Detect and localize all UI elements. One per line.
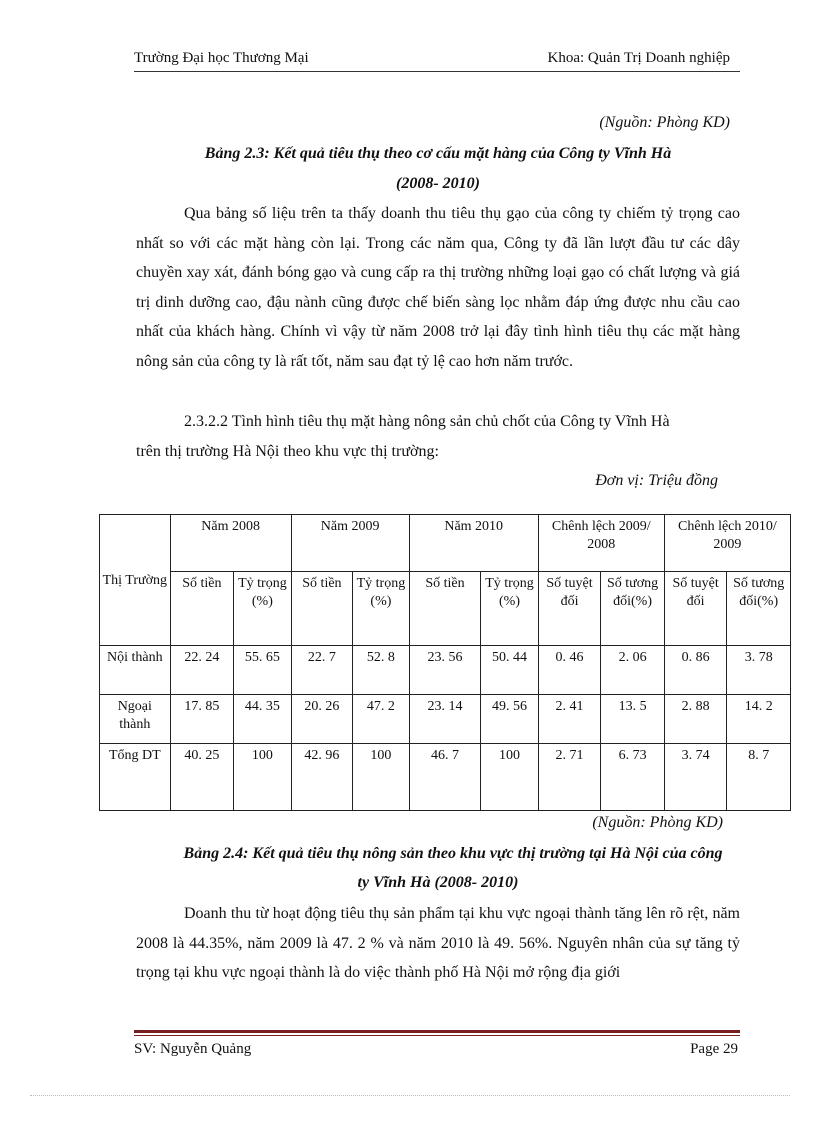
- table-row: [100, 695, 791, 744]
- header-rule: [134, 71, 740, 72]
- source-note-bottom: (Nguồn: Phòng KD): [592, 814, 723, 831]
- corner-header: Thị Trường: [100, 515, 171, 646]
- table-row: [100, 744, 791, 811]
- table-cell: 2. 71: [538, 744, 601, 811]
- header-faculty: Khoa: Quản Trị Doanh nghiệp: [547, 50, 730, 66]
- header-school: Trường Đại học Thương Mại: [134, 50, 309, 66]
- subheader: Số tuyệt đối: [538, 572, 601, 646]
- table-cell: 2. 06: [601, 646, 665, 695]
- table-cell: 2. 88: [664, 695, 727, 744]
- paragraph-text: Qua bảng số liệu trên ta thấy doanh thu tiêu thụ gạo của công ty chiếm tỷ trọng cao nhất so với các mặt hàng còn lại. Trong các năm qua, Công ty đã lần lượt đầu tư các dây chuyền xay xát, đánh bóng gạo và cung cấp ra thị trường những loại gạo có chất lượng và giá trị dinh dưỡng cao, đậu nành cũng được chế biến sàng lọc nhằm đáp ứng được nhu cầu cao nhất của khách hàng. Chính vì vậy từ năm 2008 trở lại đây tình hình tiêu thụ các mặt hàng nông sản của công ty là rất tốt, năm sau đạt tỷ lệ cao hơn năm trước.: [136, 205, 740, 370]
- table-subheader-row: [100, 572, 791, 646]
- table-cell: 100: [353, 744, 409, 811]
- page-number: Page 29: [690, 1041, 738, 1057]
- table-cell: 42. 96: [291, 744, 353, 811]
- table-cell: 17. 85: [170, 695, 234, 744]
- paragraph-analysis: [136, 199, 740, 376]
- table-header-row: [100, 515, 791, 572]
- table-2-3-caption: Bảng 2.3: Kết quả tiêu thụ theo cơ cấu mặt hàng của Công ty Vĩnh Hà: [204, 145, 672, 162]
- table-cell: 14. 2: [727, 695, 791, 744]
- table-cell: 40. 25: [170, 744, 234, 811]
- paragraph-text: Doanh thu từ hoạt động tiêu thụ sản phẩm tại khu vực ngoại thành tăng lên rõ rệt, năm 2008 là 44.35%, năm 2009 là 47. 2 % và năm 2010 là 49. 56%. Nguyên nhân của sự tăng tỷ trọng tại khu vực ngoại thành là do việc thành phố Hà Nội mở rộng địa giới: [136, 905, 740, 981]
- row-label: Ngoại thành: [100, 695, 171, 744]
- source-note-top: (Nguồn: Phòng KD): [599, 114, 730, 131]
- table-cell: 44. 35: [234, 695, 291, 744]
- table-cell: 46. 7: [409, 744, 481, 811]
- section-heading-cont: trên thị trường Hà Nội theo khu vực thị trường:: [136, 443, 439, 460]
- subheader: Số tương đối(%): [601, 572, 665, 646]
- subheader: Tỷ trọng (%): [481, 572, 538, 646]
- group-header: Chênh lệch 2009/ 2008: [538, 515, 664, 572]
- table-cell: 0. 46: [538, 646, 601, 695]
- page-edge-divider: [30, 1095, 790, 1096]
- subheader: Số tiền: [291, 572, 353, 646]
- footer-rule-thin: [134, 1035, 740, 1036]
- subheader: Tỷ trọng (%): [353, 572, 409, 646]
- unit-label: Đơn vị: Triệu đồng: [595, 472, 718, 489]
- table-cell: 23. 56: [409, 646, 481, 695]
- subheader: Số tiền: [409, 572, 481, 646]
- subheader: Số tương đối(%): [727, 572, 791, 646]
- table-cell: 47. 2: [353, 695, 409, 744]
- table-2-3-caption-years: (2008- 2010): [396, 175, 480, 192]
- table-cell: 50. 44: [481, 646, 538, 695]
- subheader: Số tiền: [170, 572, 234, 646]
- table-cell: 55. 65: [234, 646, 291, 695]
- paragraph-region: [136, 899, 740, 988]
- subheader: Số tuyệt đối: [664, 572, 727, 646]
- table-cell: 6. 73: [601, 744, 665, 811]
- row-label: Nội thành: [100, 646, 171, 695]
- row-label: Tổng DT: [100, 744, 171, 811]
- table-cell: 100: [234, 744, 291, 811]
- table-cell: 52. 8: [353, 646, 409, 695]
- subheader: Tỷ trọng (%): [234, 572, 291, 646]
- table-2-4-caption-cont: ty Vĩnh Hà (2008- 2010): [357, 874, 519, 891]
- group-header: Chênh lệch 2010/ 2009: [664, 515, 790, 572]
- footer-rule: [134, 1030, 740, 1033]
- group-header: Năm 2010: [409, 515, 538, 572]
- table-cell: 13. 5: [601, 695, 665, 744]
- table-cell: 23. 14: [409, 695, 481, 744]
- table-cell: 3. 78: [727, 646, 791, 695]
- table-cell: 20. 26: [291, 695, 353, 744]
- table-cell: 49. 56: [481, 695, 538, 744]
- table-2-4-caption: Bảng 2.4: Kết quả tiêu thụ nông sản theo khu vực thị trường tại Hà Nội của công: [183, 845, 723, 862]
- table-cell: 100: [481, 744, 538, 811]
- footer-author: SV: Nguyễn Quảng: [134, 1041, 252, 1057]
- group-header: Năm 2009: [291, 515, 409, 572]
- table-row: [100, 646, 791, 695]
- table-cell: 3. 74: [664, 744, 727, 811]
- table-cell: 0. 86: [664, 646, 727, 695]
- section-heading: 2.3.2.2 Tình hình tiêu thụ mặt hàng nông sản chủ chốt của Công ty Vĩnh Hà: [184, 413, 670, 430]
- sales-by-region-table: [99, 514, 791, 811]
- table-cell: 22. 24: [170, 646, 234, 695]
- table-cell: 2. 41: [538, 695, 601, 744]
- group-header: Năm 2008: [170, 515, 291, 572]
- table-cell: 22. 7: [291, 646, 353, 695]
- table-cell: 8. 7: [727, 744, 791, 811]
